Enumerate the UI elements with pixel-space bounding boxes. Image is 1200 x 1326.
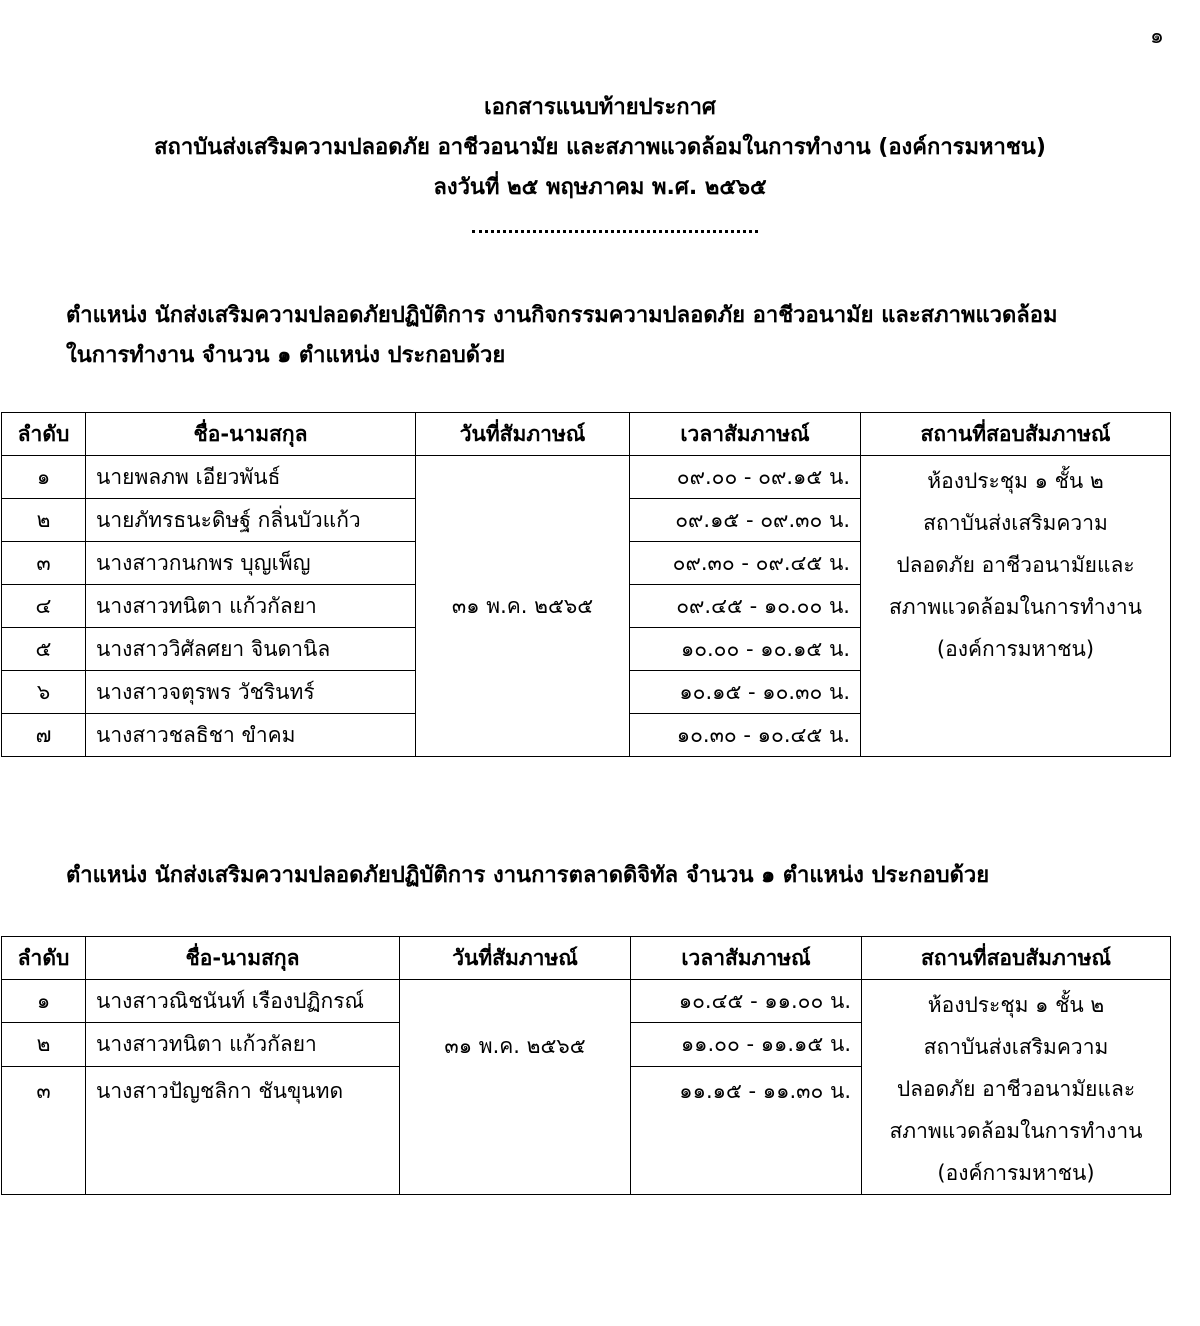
candidate-name: นางสาวทนิตา แก้วกัลยา <box>86 1023 400 1066</box>
col-place: สถานที่สอบสัมภาษณ์ <box>862 937 1171 980</box>
place-line: ห้องประชุม ๑ ชั้น ๒ <box>927 993 1105 1017</box>
position-title-1-line-2: ในการทำงาน จำนวน ๑ ตำแหน่ง ประกอบด้วย <box>66 343 506 368</box>
header-line-2: สถาบันส่งเสริมความปลอดภัย อาชีวอนามัย และสภาพแวดล้อมในการทำงาน (องค์การมหาชน) <box>154 135 1046 160</box>
place-line: ปลอดภัย อาชีวอนามัยและ <box>896 553 1135 577</box>
interview-time: ๑๑.๑๕ - ๑๑.๓๐ น. <box>631 1066 862 1117</box>
interview-time: ๐๙.๔๕ - ๑๐.๐๐ น. <box>630 585 861 628</box>
interview-time: ๑๑.๐๐ - ๑๑.๑๕ น. <box>631 1023 862 1066</box>
interview-time: ๑๐.๓๐ - ๑๐.๔๕ น. <box>630 714 861 757</box>
col-place: สถานที่สอบสัมภาษณ์ <box>861 413 1171 456</box>
place-line: ปลอดภัย อาชีวอนามัยและ <box>896 1077 1136 1101</box>
interview-date: ๓๑ พ.ค. ๒๕๖๕ <box>416 456 630 757</box>
position-title-1 <box>66 296 1156 376</box>
filler-cell <box>631 1117 862 1194</box>
filler-cell <box>86 1117 400 1194</box>
row-number: ๒ <box>2 1023 86 1066</box>
header-line-3: ลงวันที่ ๒๕ พฤษภาคม พ.ศ. ๒๕๖๕ <box>433 175 767 200</box>
candidate-name: นางสาวกนกพร บุญเพ็ญ <box>86 542 416 585</box>
col-name: ชื่อ-นามสกุล <box>86 413 416 456</box>
candidate-name: นางสาววิศัลศยา จินดานิล <box>86 628 416 671</box>
interview-table-1 <box>1 412 1171 757</box>
interview-table-2 <box>1 936 1171 1195</box>
place-line: (องค์การมหาชน) <box>937 1161 1095 1185</box>
interview-time: ๐๙.๐๐ - ๐๙.๑๕ น. <box>630 456 861 499</box>
interview-time: ๑๐.๐๐ - ๑๐.๑๕ น. <box>630 628 861 671</box>
row-number: ๓ <box>2 1066 86 1117</box>
col-date: วันที่สัมภาษณ์ <box>400 937 631 980</box>
candidate-name: นางสาวจตุรพร วัชรินทร์ <box>86 671 416 714</box>
candidate-name: นายภัทรธนะดิษฐ์ กลิ่นบัวแก้ว <box>86 499 416 542</box>
interview-place <box>862 980 1171 1195</box>
place-line: สถาบันส่งเสริมความ <box>923 1035 1109 1059</box>
place-line: (องค์การมหาชน) <box>936 637 1095 661</box>
row-number: ๑ <box>2 456 86 499</box>
col-date: วันที่สัมภาษณ์ <box>416 413 630 456</box>
table-row <box>2 456 1171 499</box>
candidate-name: นายพลภพ เอียวพันธ์ <box>86 456 416 499</box>
row-number: ๖ <box>2 671 86 714</box>
document-header <box>0 88 1200 208</box>
table-row <box>2 980 1171 1023</box>
col-time: เวลาสัมภาษณ์ <box>630 413 861 456</box>
place-line: สภาพแวดล้อมในการทำงาน <box>889 1119 1143 1143</box>
position-title-2 <box>66 856 1156 896</box>
dotted-divider <box>472 222 758 233</box>
interview-date: ๓๑ พ.ค. ๒๕๖๕ <box>400 980 631 1195</box>
row-number: ๑ <box>2 980 86 1023</box>
row-number: ๒ <box>2 499 86 542</box>
candidate-name: นางสาวปัญชลิกา ชันขุนทด <box>86 1066 400 1117</box>
interview-time: ๑๐.๔๕ - ๑๑.๐๐ น. <box>631 980 862 1023</box>
interview-time: ๑๐.๑๕ - ๑๐.๓๐ น. <box>630 671 861 714</box>
position-title-2-line-1: ตำแหน่ง นักส่งเสริมความปลอดภัยปฏิบัติการ งานการตลาดดิจิทัล จำนวน ๑ ตำแหน่ง ประกอบด้วย <box>66 863 990 888</box>
col-name: ชื่อ-นามสกุล <box>86 937 400 980</box>
place-line: สถาบันส่งเสริมความ <box>923 511 1108 535</box>
row-number: ๓ <box>2 542 86 585</box>
place-line: สภาพแวดล้อมในการทำงาน <box>888 595 1142 619</box>
table-header-row <box>2 937 1171 980</box>
candidate-name: นางสาวทนิตา แก้วกัลยา <box>86 585 416 628</box>
interview-time: ๐๙.๓๐ - ๐๙.๔๕ น. <box>630 542 861 585</box>
row-number: ๗ <box>2 714 86 757</box>
row-number: ๔ <box>2 585 86 628</box>
position-title-1-line-1: ตำแหน่ง นักส่งเสริมความปลอดภัยปฏิบัติการ งานกิจกรรมความปลอดภัย อาชีวอนามัย และสภาพแวดล้อม <box>66 303 1058 328</box>
header-line-1: เอกสารแนบท้ายประกาศ <box>484 95 716 120</box>
place-line: ห้องประชุม ๑ ชั้น ๒ <box>927 469 1104 493</box>
page-number: ๑ <box>1150 24 1164 49</box>
row-number: ๕ <box>2 628 86 671</box>
col-time: เวลาสัมภาษณ์ <box>631 937 862 980</box>
table-header-row <box>2 413 1171 456</box>
candidate-name: นางสาวณิชนันท์ เรืองปฏิกรณ์ <box>86 980 400 1023</box>
interview-time: ๐๙.๑๕ - ๐๙.๓๐ น. <box>630 499 861 542</box>
interview-place <box>861 456 1171 757</box>
col-order: ลำดับ <box>2 937 86 980</box>
col-order: ลำดับ <box>2 413 86 456</box>
filler-cell <box>2 1117 86 1194</box>
candidate-name: นางสาวชลธิชา ขำคม <box>86 714 416 757</box>
